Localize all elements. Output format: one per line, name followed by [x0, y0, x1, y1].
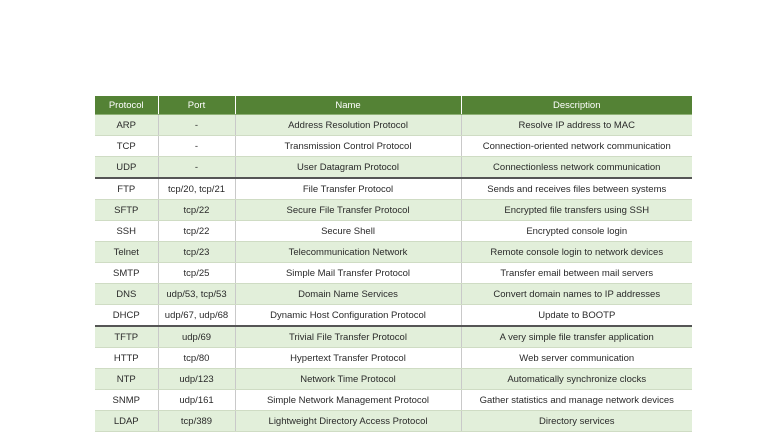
description-cell: Automatically synchronize clocks	[461, 369, 692, 390]
port-cell: tcp/80	[158, 348, 235, 369]
name-cell: Dynamic Host Configuration Protocol	[235, 305, 461, 327]
port-cell: -	[158, 136, 235, 157]
description-cell: A very simple file transfer application	[461, 326, 692, 348]
description-cell: Connectionless network communication	[461, 157, 692, 179]
header-description: Description	[461, 96, 692, 115]
name-cell: Transmission Control Protocol	[235, 136, 461, 157]
protocol-cell: NTP	[95, 369, 158, 390]
protocol-cell: SSH	[95, 221, 158, 242]
protocol-table	[95, 96, 692, 432]
description-cell: Encrypted file transfers using SSH	[461, 200, 692, 221]
name-cell: Secure Shell	[235, 221, 461, 242]
table-row	[95, 305, 692, 327]
name-cell: Hypertext Transfer Protocol	[235, 348, 461, 369]
protocol-cell: SFTP	[95, 200, 158, 221]
table-row	[95, 411, 692, 432]
protocol-cell: TFTP	[95, 326, 158, 348]
name-cell: Simple Mail Transfer Protocol	[235, 263, 461, 284]
header-name: Name	[235, 96, 461, 115]
name-cell: Lightweight Directory Access Protocol	[235, 411, 461, 432]
table-row	[95, 284, 692, 305]
port-cell: -	[158, 115, 235, 136]
table-row	[95, 136, 692, 157]
port-cell: tcp/20, tcp/21	[158, 178, 235, 200]
table-row	[95, 221, 692, 242]
name-cell: Domain Name Services	[235, 284, 461, 305]
port-cell: -	[158, 157, 235, 179]
protocol-cell: ARP	[95, 115, 158, 136]
table-body	[95, 115, 692, 432]
description-cell: Web server communication	[461, 348, 692, 369]
port-cell: tcp/22	[158, 221, 235, 242]
port-cell: udp/161	[158, 390, 235, 411]
name-cell: Trivial File Transfer Protocol	[235, 326, 461, 348]
port-cell: tcp/389	[158, 411, 235, 432]
protocol-cell: DNS	[95, 284, 158, 305]
port-cell: tcp/23	[158, 242, 235, 263]
header-port: Port	[158, 96, 235, 115]
table-row	[95, 200, 692, 221]
protocol-cell: Telnet	[95, 242, 158, 263]
name-cell: Secure File Transfer Protocol	[235, 200, 461, 221]
table-row	[95, 263, 692, 284]
port-cell: udp/67, udp/68	[158, 305, 235, 327]
protocol-cell: SNMP	[95, 390, 158, 411]
protocol-cell: DHCP	[95, 305, 158, 327]
protocol-cell: LDAP	[95, 411, 158, 432]
description-cell: Directory services	[461, 411, 692, 432]
port-cell: udp/123	[158, 369, 235, 390]
port-cell: tcp/22	[158, 200, 235, 221]
header-protocol: Protocol	[95, 96, 158, 115]
table-row	[95, 157, 692, 179]
table-row	[95, 115, 692, 136]
name-cell: Address Resolution Protocol	[235, 115, 461, 136]
port-cell: tcp/25	[158, 263, 235, 284]
description-cell: Gather statistics and manage network devices	[461, 390, 692, 411]
table-row	[95, 348, 692, 369]
protocol-cell: SMTP	[95, 263, 158, 284]
description-cell: Remote console login to network devices	[461, 242, 692, 263]
protocol-cell: UDP	[95, 157, 158, 179]
description-cell: Transfer email between mail servers	[461, 263, 692, 284]
name-cell: File Transfer Protocol	[235, 178, 461, 200]
name-cell: User Datagram Protocol	[235, 157, 461, 179]
name-cell: Network Time Protocol	[235, 369, 461, 390]
table-row	[95, 242, 692, 263]
table-row	[95, 369, 692, 390]
port-cell: udp/69	[158, 326, 235, 348]
description-cell: Resolve IP address to MAC	[461, 115, 692, 136]
description-cell: Update to BOOTP	[461, 305, 692, 327]
header-row	[95, 96, 692, 115]
table-header	[95, 96, 692, 115]
description-cell: Convert domain names to IP addresses	[461, 284, 692, 305]
description-cell: Encrypted console login	[461, 221, 692, 242]
description-cell: Connection-oriented network communication	[461, 136, 692, 157]
table-row	[95, 390, 692, 411]
table-row	[95, 326, 692, 348]
description-cell: Sends and receives files between systems	[461, 178, 692, 200]
table-row	[95, 178, 692, 200]
protocol-cell: TCP	[95, 136, 158, 157]
protocol-cell: FTP	[95, 178, 158, 200]
name-cell: Simple Network Management Protocol	[235, 390, 461, 411]
name-cell: Telecommunication Network	[235, 242, 461, 263]
protocol-cell: HTTP	[95, 348, 158, 369]
port-cell: udp/53, tcp/53	[158, 284, 235, 305]
